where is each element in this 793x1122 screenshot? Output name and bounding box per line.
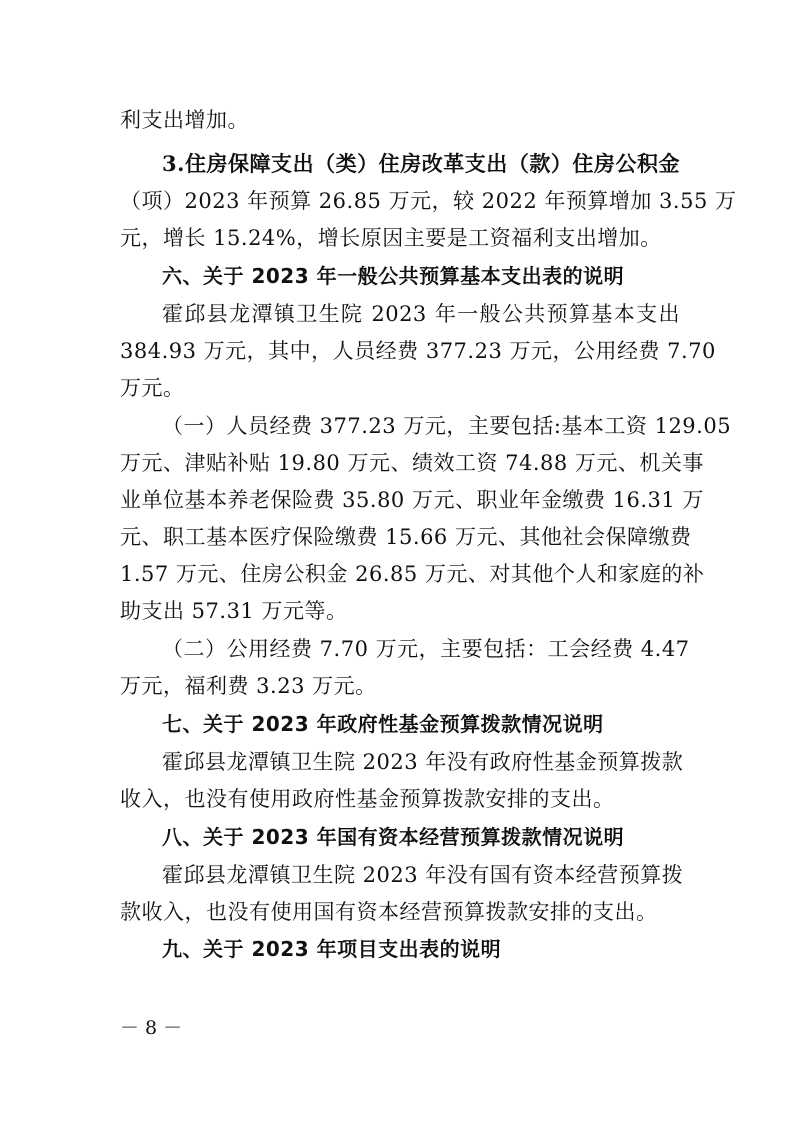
paragraph-line: 万元，福利费 3.23 万元。 (120, 674, 377, 698)
paragraph-line: （一）人员经费 377.23 万元，主要包括:基本工资 129.05 (162, 414, 732, 438)
section-heading-6: 六、关于 2023 年一般公共预算基本支出表的说明 (162, 264, 625, 288)
paragraph-line: （二）公用经费 7.70 万元，主要包括：工会经费 4.47 (162, 637, 690, 661)
paragraph-line: 霍邱县龙潭镇卫生院 2023 年一般公共预算基本支出 (162, 302, 680, 326)
paragraph-line: 霍邱县龙潭镇卫生院 2023 年没有国有资本经营预算拨 (162, 863, 684, 887)
section-heading-8: 八、关于 2023 年国有资本经营预算拨款情况说明 (162, 825, 625, 849)
paragraph-line: 1.57 万元、住房公积金 26.85 万元、对其他个人和家庭的补 (120, 562, 705, 586)
paragraph-line: 款收入，也没有使用国有资本经营预算拨款安排的支出。 (120, 900, 658, 924)
section-heading-7: 七、关于 2023 年政府性基金预算拨款情况说明 (162, 712, 604, 736)
paragraph-line: 业单位基本养老保险费 35.80 万元、职业年金缴费 16.31 万 (120, 488, 704, 512)
paragraph-line: 助支出 57.31 万元等。 (120, 599, 348, 623)
paragraph-line: 元，增长 15.24%，增长原因主要是工资福利支出增加。 (120, 226, 662, 250)
paragraph-line: 元、职工基本医疗保险缴费 15.66 万元、其他社会保障缴费 (120, 525, 692, 549)
paragraph-line: 收入，也没有使用政府性基金预算拨款安排的支出。 (120, 787, 615, 811)
paragraph-line: 384.93 万元，其中，人员经费 377.23 万元，公用经费 7.70 (120, 339, 716, 363)
page-number: － 8 － (120, 1017, 183, 1039)
paragraph-line: 万元。 (120, 376, 185, 400)
paragraph-line: （项）2023 年预算 26.85 万元，较 2022 年预算增加 3.55 万 (120, 189, 737, 213)
paragraph-line: 万元、津贴补贴 19.80 万元、绩效工资 74.88 万元、机关事 (120, 451, 704, 475)
paragraph-line: 霍邱县龙潭镇卫生院 2023 年没有政府性基金预算拨款 (162, 750, 684, 774)
subsection-heading-line: 3.住房保障支出（类）住房改革支出（款）住房公积金 (162, 151, 680, 176)
paragraph-line: 利支出增加。 (120, 108, 249, 132)
section-heading-9: 九、关于 2023 年项目支出表的说明 (162, 937, 502, 961)
